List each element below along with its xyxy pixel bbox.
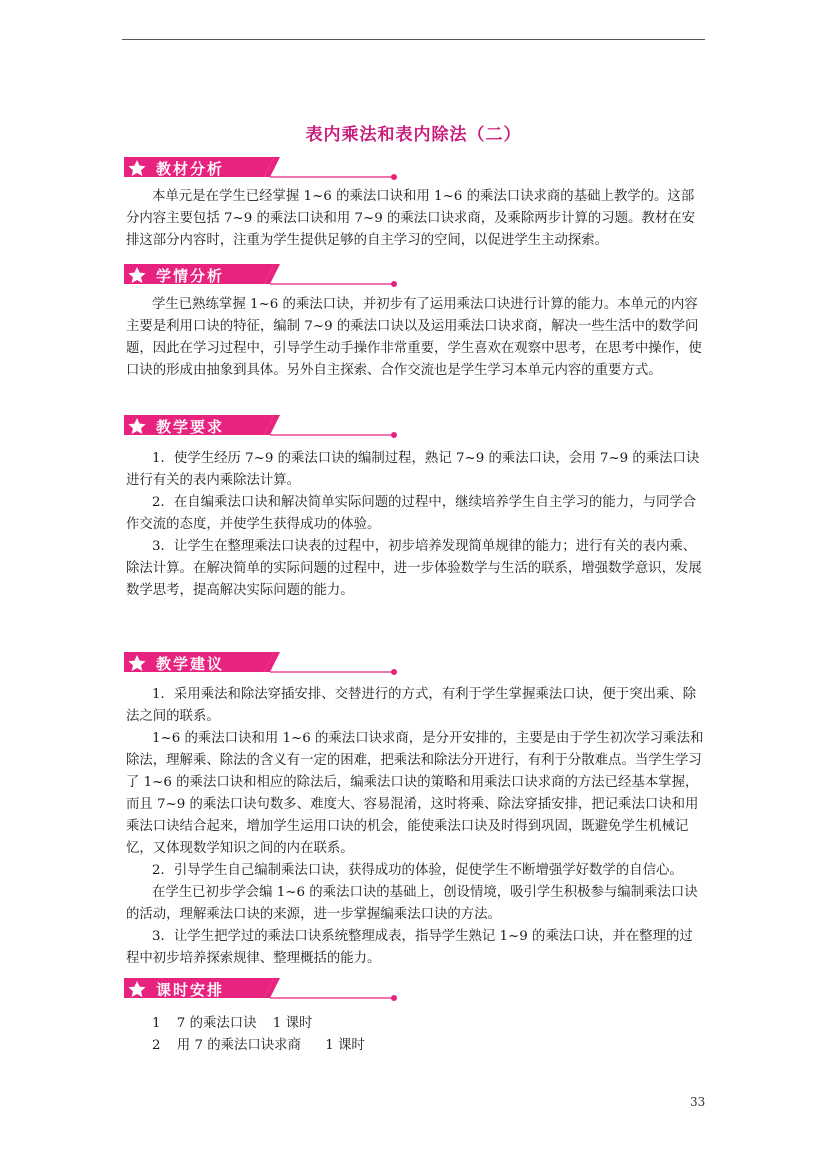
paragraph: 在学生已初步学会编 1~6 的乘法口诀的基础上，创设情境，吸引学生积极参与编制乘法口诀的活动，理解乘法口诀的来源，进一步掌握编乘法口诀的方法。: [126, 885, 698, 922]
paragraph: 1．使学生经历 7~9 的乘法口诀的编制过程，熟记 7~9 的乘法口诀，会用 7~9 的乘法口诀进行有关的表内乘除法计算。: [126, 451, 700, 488]
section-heading: 课时安排: [156, 981, 225, 999]
schedule-content: 7 的乘法口诀: [176, 1016, 257, 1031]
section-heading: 教材分析: [156, 160, 225, 178]
paragraph: 2．引导学生自己编制乘法口诀，获得成功的体验，促使学生不断增强学好数学的自信心。: [152, 863, 683, 878]
schedule-number: 2: [152, 1038, 161, 1053]
page-number: 33: [690, 1095, 706, 1109]
schedule-hours: 1 课时: [325, 1038, 365, 1053]
paragraph: 2．在自编乘法口诀和解决简单实际问题的过程中，继续培养学生自主学习的能力，与同学合作交流的态度，并使学生获得成功的体验。: [126, 495, 697, 532]
paragraph: 学生已熟练掌握 1~6 的乘法口诀，并初步有了运用乘法口诀进行计算的能力。本单元的内容主要是利用口诀的特征，编制 7~9 的乘法口诀以及运用乘法口诀求商，解决一些生活中的数学问题，因此在学习过程中，引导学生动手操作非常重要，学生喜欢在观察中思考，在思考中操作，使口诀的形成由抽象到具体。另外自主探索、合作交流也是学生学习本单元内容的重要方式。: [126, 297, 702, 378]
document-title: 表内乘法和表内除法（二）: [305, 125, 522, 145]
section-header-textbook: [124, 155, 399, 181]
schedule-item: [152, 1035, 365, 1057]
schedule-number: 1: [152, 1016, 161, 1031]
section-header-suggestions: [124, 650, 399, 676]
section-heading: 教学要求: [156, 418, 225, 436]
header-rule: [122, 39, 705, 40]
paragraph: 1．采用乘法和除法穿插安排、交替进行的方式，有利于学生掌握乘法口诀，便于突出乘、除法之间的联系。: [126, 687, 697, 724]
schedule-content: 用 7 的乘法口诀求商: [176, 1038, 301, 1053]
schedule-item: [152, 1013, 312, 1035]
schedule-hours: 1 课时: [272, 1016, 313, 1031]
section-header-schedule: [124, 976, 399, 1002]
section-heading: 教学建议: [156, 655, 225, 673]
paragraph: 1~6 的乘法口诀和用 1~6 的乘法口诀求商，是分开安排的，主要是由于学生初次学习乘法和除法，理解乘、除法的含义有一定的困难，把乘法和除法分开进行，有利于分散难点。当学生学习了 1~6 的乘法口诀和相应的除法后，编乘法口诀的策略和用乘法口诀求商的方法已经基本掌握，而且 7~9 的乘法口诀句数多、难度大、容易混淆，这时将乘、除法穿插安排，把记乘法口诀和用乘法口诀结合起来，增加学生运用口诀的机会，能使乘法口诀及时得到巩固，既避免学生机械记忆，又体现数学知识之间的内在联系。: [126, 731, 704, 856]
section-heading: 学情分析: [156, 267, 225, 285]
section-header-students: [124, 262, 399, 288]
paragraph: 本单元是在学生已经掌握 1~6 的乘法口诀和用 1~6 的乘法口诀求商的基础上教学的。这部分内容主要包括 7~9 的乘法口诀和用 7~9 的乘法口诀求商，及乘除两步计算的习题。教材在安排这部分内容时，注重为学生提供足够的自主学习的空间，以促进学生主动探索。: [126, 189, 695, 248]
section-header-requirements: [124, 413, 399, 439]
paragraph: 3．让学生把学过的乘法口诀系统整理成表，指导学生熟记 1~9 的乘法口诀，并在整理的过程中初步培养探索规律、整理概括的能力。: [126, 929, 693, 966]
paragraph: 3．让学生在整理乘法口诀表的过程中，初步培养发现简单规律的能力；进行有关的表内乘、除法计算。在解决简单的实际问题的过程中，进一步体验数学与生活的联系，增强数学意识，发展数学思考，提高解决实际问题的能力。: [126, 539, 702, 598]
